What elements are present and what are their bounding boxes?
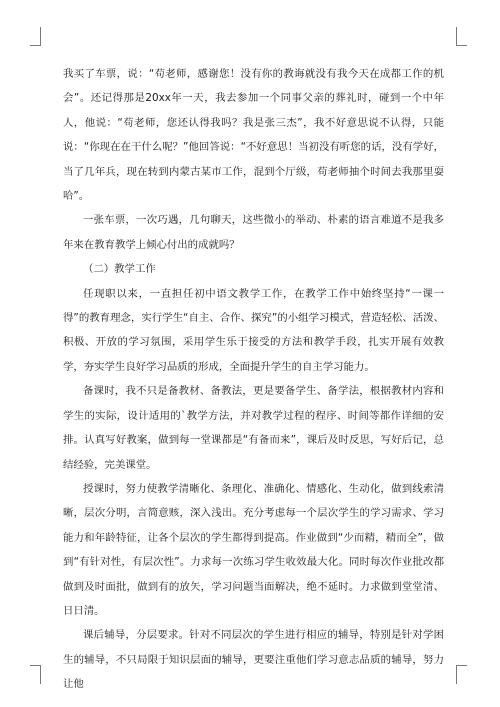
section-heading-teaching-work: （二）教学工作: [83, 263, 156, 276]
crop-mark-bottom-right: [456, 665, 467, 684]
crop-mark-bottom-left: [30, 665, 41, 684]
paragraph-ticket-and-meeting: 我买了车票，说：“苟老师，感谢您！没有你的教诲就没有我今天在成都工作的机会”。还记得那是20xx年一天，我去参加一个同事父亲的葬礼时，碰到一个中年人，他说：“苟老师，您还认得我吗？我是张三杰”，我不好意思说不认得，只能说：“你现在在干什么呢？”他回答说：“不好意思！当初没有听您的话，没有学好，当了几年兵，现在转到内蒙古某市工作，混到个厅级，苟老师抽个时间去我那里耍哈”。: [63, 68, 444, 203]
paragraph-teaching-philosophy: 任现职以来，一直担任初中语文教学工作，在教学工作中始终坚持“一课一得”的教育理念，实行学生“自主、合作、探究”的小组学习模式，营造轻松、活泼、积极、开放的学习氛围，采用学生乐于接受的方法和教学手段，扎实开展有效教学，夯实学生良好学习品质的形成，全面提升学生的自主学习能力。: [63, 287, 444, 373]
paragraph-reflection: 一张车票，一次巧遇，几句聊天，这些微小的举动、朴素的语言难道不是我多年来在教育教学上倾心付出的成就吗？: [63, 214, 444, 251]
crop-mark-top-right: [456, 27, 467, 46]
document-body: [63, 62, 444, 697]
paragraph-lesson-preparation: 备课时，我不只是备教材、备教法，更是要备学生、备学法，根据教材内容和学生的实际，设计适用的`教学方法，并对教学过程的程序、时间等都作详细的安排。认真写好教案，做到每一堂课都是“有备而来”，课后及时反思，写好后记，总结经验，完美课堂。: [63, 385, 444, 471]
paragraph-after-class-tutoring: 课后辅导，分层要求。针对不同层次的学生进行相应的辅导，特别是针对学困生的辅导，不只局限于知识层面的辅导，更要注重他们学习意志品质的辅导，努力让他: [63, 629, 444, 691]
crop-mark-top-left: [30, 27, 41, 46]
paragraph-classroom-teaching: 授课时，努力使教学清晰化、条理化、准确化、情感化、生动化，做到线索清晰，层次分明，言简意赅，深入浅出。充分考虑每一个层次学生的学习需求、学习能力和年龄特征，让各个层次的学生都得到提高。作业做到“少而精，精而全”，做到“有针对性，有层次性”。力求每一次练习学生收效最大化。同时每次作业批改都做到及时面批，做到有的放矢，学习问题当面解决，绝不延时。力求做到堂堂清、日日清。: [63, 482, 444, 617]
